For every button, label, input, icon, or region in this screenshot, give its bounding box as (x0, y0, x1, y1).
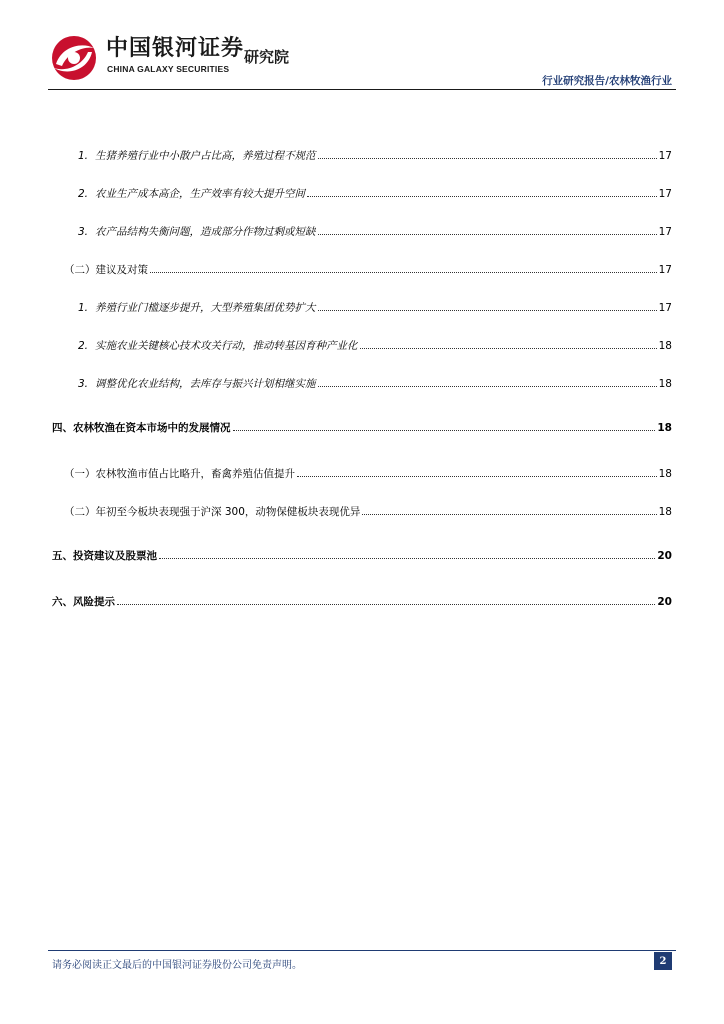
toc-entry-page: 18 (658, 378, 672, 390)
toc-entry-number: 1. (78, 150, 89, 162)
toc-entry-page: 17 (658, 302, 672, 314)
dot-leader (150, 263, 657, 273)
toc-entry-title: （二）年初至今板块表现强于沪深 300，动物保健板块表现优异 (64, 506, 361, 518)
dot-leader (159, 549, 655, 559)
toc-entry-page: 17 (658, 226, 672, 238)
toc-entry-number: 2. (78, 188, 89, 200)
toc-entry[interactable] (78, 301, 672, 315)
toc-entry-number: 1. (78, 302, 89, 314)
dot-leader (318, 225, 657, 235)
page-header (0, 0, 724, 92)
toc-entry[interactable] (78, 377, 672, 391)
dot-leader (318, 301, 657, 311)
toc-entry-number: 2. (78, 340, 89, 352)
toc-entry[interactable] (78, 225, 672, 239)
dot-leader (117, 595, 655, 605)
toc-entry-title: 四、农林牧渔在资本市场中的发展情况 (52, 422, 231, 434)
toc-entry-page: 18 (657, 422, 672, 434)
toc-entry-page: 18 (658, 340, 672, 352)
toc-entry-title: 调整优化农业结构，去库存与振兴计划相继实施 (95, 378, 316, 390)
report-category: 行业研究报告/农林牧渔行业 (542, 75, 672, 87)
toc-entry[interactable] (78, 149, 672, 163)
toc-entry-title: 生猪养殖行业中小散户占比高，养殖过程不规范 (95, 150, 316, 162)
footer-disclaimer: 请务必阅读正文最后的中国银河证券股份公司免责声明。 (52, 960, 302, 971)
dot-leader (362, 505, 656, 515)
dot-leader (318, 149, 657, 159)
toc-entry-page: 18 (658, 506, 672, 518)
toc-entry-number: 3. (78, 378, 89, 390)
galaxy-logo-icon (48, 34, 100, 82)
toc-entry-title: 五、投资建议及股票池 (52, 550, 157, 562)
toc-entry-title: （二）建议及对策 (64, 264, 148, 276)
dot-leader (307, 187, 657, 197)
toc-entry-page: 17 (658, 188, 672, 200)
toc-entry[interactable] (64, 263, 672, 277)
dot-leader (233, 421, 656, 431)
toc-entry[interactable] (64, 467, 672, 481)
header-divider (48, 89, 676, 90)
toc-entry-page: 20 (657, 550, 672, 562)
toc-entry-number: 3. (78, 226, 89, 238)
toc-entry-title: 农产品结构失衡问题，造成部分作物过剩或短缺 (95, 226, 316, 238)
dot-leader (318, 377, 657, 387)
logo-english-name: CHINA GALAXY SECURITIES (107, 64, 230, 74)
toc-entry-page: 20 (657, 596, 672, 608)
dot-leader (297, 467, 657, 477)
logo-chinese-name: 中国银河证券 (106, 36, 245, 61)
page-number: 2 (654, 952, 672, 970)
toc-entry[interactable] (52, 421, 672, 435)
toc-entry-title: 养殖行业门槛逐步提升，大型养殖集团优势扩大 (95, 302, 316, 314)
toc-entry[interactable] (52, 549, 672, 563)
logo-institute: 研究院 (244, 48, 290, 66)
toc-entry-page: 17 (658, 264, 672, 276)
dot-leader (360, 339, 657, 349)
toc-entry-title: 实施农业关键核心技术攻关行动，推动转基因育种产业化 (95, 340, 358, 352)
toc-entry-page: 18 (658, 468, 672, 480)
toc-entry-title: 六、风险提示 (52, 596, 115, 608)
toc-entry[interactable] (78, 187, 672, 201)
toc-entry[interactable] (78, 339, 672, 353)
toc-entry-title: 农业生产成本高企，生产效率有较大提升空间 (95, 188, 305, 200)
toc-entry-title: （一）农林牧渔市值占比略升，畜禽养殖估值提升 (64, 468, 295, 480)
toc-entry[interactable] (52, 595, 672, 609)
toc-entry[interactable] (64, 505, 672, 519)
toc-entry-page: 17 (658, 150, 672, 162)
footer-divider (48, 950, 676, 951)
